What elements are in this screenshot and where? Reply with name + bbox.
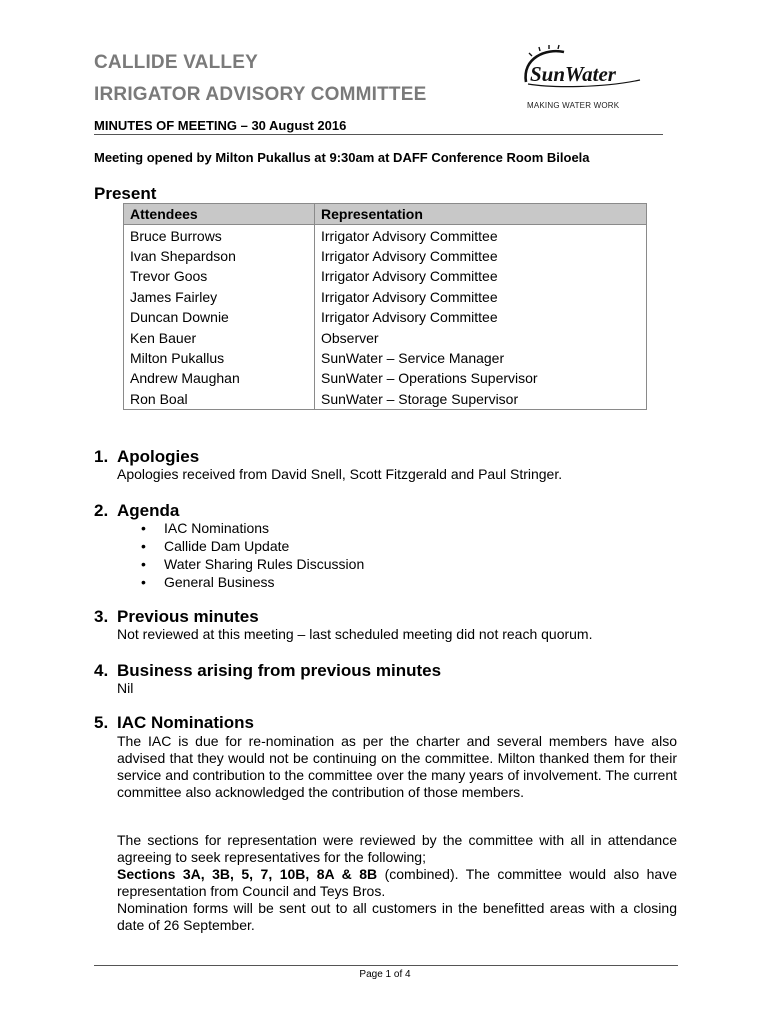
previous-minutes-heading — [94, 607, 259, 627]
attendee-representation: SunWater – Operations Supervisor — [315, 368, 647, 388]
attendee-representation: Irrigator Advisory Committee — [315, 246, 647, 266]
table-row — [124, 287, 647, 307]
iac-paragraph-2 — [117, 832, 677, 934]
minutes-heading: MINUTES OF MEETING – 30 August 2016 — [94, 118, 347, 133]
page-number: Page 1 of 4 — [359, 969, 411, 980]
table-row — [124, 368, 647, 388]
section-title: Business arising from previous minutes — [117, 661, 442, 680]
column-header-attendees: Attendees — [124, 204, 315, 225]
attendee-representation: Irrigator Advisory Committee — [315, 225, 647, 246]
attendee-name: Trevor Goos — [124, 266, 315, 286]
attendee-representation: SunWater – Service Manager — [315, 348, 647, 368]
agenda-heading — [94, 501, 179, 521]
attendee-representation: Irrigator Advisory Committee — [315, 307, 647, 327]
column-header-representation: Representation — [315, 204, 647, 225]
attendee-name: Duncan Downie — [124, 307, 315, 327]
apologies-heading — [94, 447, 199, 467]
table-row — [124, 246, 647, 266]
table-row — [124, 225, 647, 246]
table-row — [124, 348, 647, 368]
header-divider — [94, 134, 663, 135]
attendee-representation: SunWater – Storage Supervisor — [315, 389, 647, 410]
attendee-name: Ron Boal — [124, 389, 315, 410]
section-title: Agenda — [117, 501, 180, 520]
table-row — [124, 266, 647, 286]
list-item: • Water Sharing Rules Discussion — [117, 555, 364, 573]
committee-title-line2: IRRIGATOR ADVISORY COMMITTEE — [94, 84, 427, 105]
apologies-text: Apologies received from David Snell, Scott Fitzgerald and Paul Stringer. — [117, 466, 563, 482]
attendee-name: Bruce Burrows — [124, 225, 315, 246]
section-number: 5. — [94, 713, 109, 732]
iac-sections-line — [117, 866, 677, 900]
table-row — [124, 307, 647, 327]
list-item: • IAC Nominations — [117, 519, 364, 537]
section-title: IAC Nominations — [117, 713, 254, 732]
logo-wordmark: SunWater — [530, 62, 616, 86]
meeting-opened-line: Meeting opened by Milton Pukallus at 9:30am at DAFF Conference Room Biloela — [94, 150, 590, 165]
attendee-representation: Irrigator Advisory Committee — [315, 287, 647, 307]
attendee-representation: Observer — [315, 327, 647, 347]
iac-nomination-forms: Nomination forms will be sent out to all customers in the benefitted areas with a closing date of 26 September. — [117, 900, 677, 933]
section-number: 4. — [94, 661, 109, 680]
iac-nominations-heading — [94, 713, 254, 733]
attendee-name: James Fairley — [124, 287, 315, 307]
attendee-representation: Irrigator Advisory Committee — [315, 266, 647, 286]
agenda-list — [117, 519, 364, 591]
attendee-name: Ivan Shepardson — [124, 246, 315, 266]
section-title: Previous minutes — [117, 607, 259, 626]
previous-minutes-text: Not reviewed at this meeting – last scheduled meeting did not reach quorum. — [117, 626, 593, 642]
attendees-table-header — [124, 204, 647, 225]
section-number: 2. — [94, 501, 109, 520]
attendees-table — [123, 203, 647, 410]
attendee-name: Ken Bauer — [124, 327, 315, 347]
footer-divider — [94, 965, 678, 966]
logo-tagline: MAKING WATER WORK — [527, 101, 620, 110]
table-row — [124, 327, 647, 347]
iac-paragraph-1: The IAC is due for re-nomination as per the charter and several members have also advised that they would not be continuing on the committee. Milton thanked them for their service and contribution to the committee over the many years of involvement. The current committee also acknowledged the contribution of those members. — [117, 733, 677, 800]
section-number: 3. — [94, 607, 109, 626]
iac-sections-note: (combined). The committee would also have representation from Council and Teys Bros. — [117, 866, 677, 899]
list-item: • Callide Dam Update — [117, 537, 364, 555]
iac-sections-list: Sections 3A, 3B, 5, 7, 10B, 8A & 8B — [117, 866, 378, 882]
list-item: • General Business — [117, 573, 364, 591]
attendee-name: Andrew Maughan — [124, 368, 315, 388]
business-arising-heading — [94, 661, 441, 681]
business-arising-text: Nil — [117, 680, 134, 696]
iac-sections-intro: The sections for representation were reviewed by the committee with all in attendance agreeing to seek representatives for the following; — [117, 832, 677, 865]
table-row — [124, 389, 647, 410]
section-number: 1. — [94, 447, 109, 466]
section-title: Apologies — [117, 447, 200, 466]
present-heading: Present — [94, 184, 157, 203]
committee-title-line1: CALLIDE VALLEY — [94, 52, 258, 73]
attendee-name: Milton Pukallus — [124, 348, 315, 368]
